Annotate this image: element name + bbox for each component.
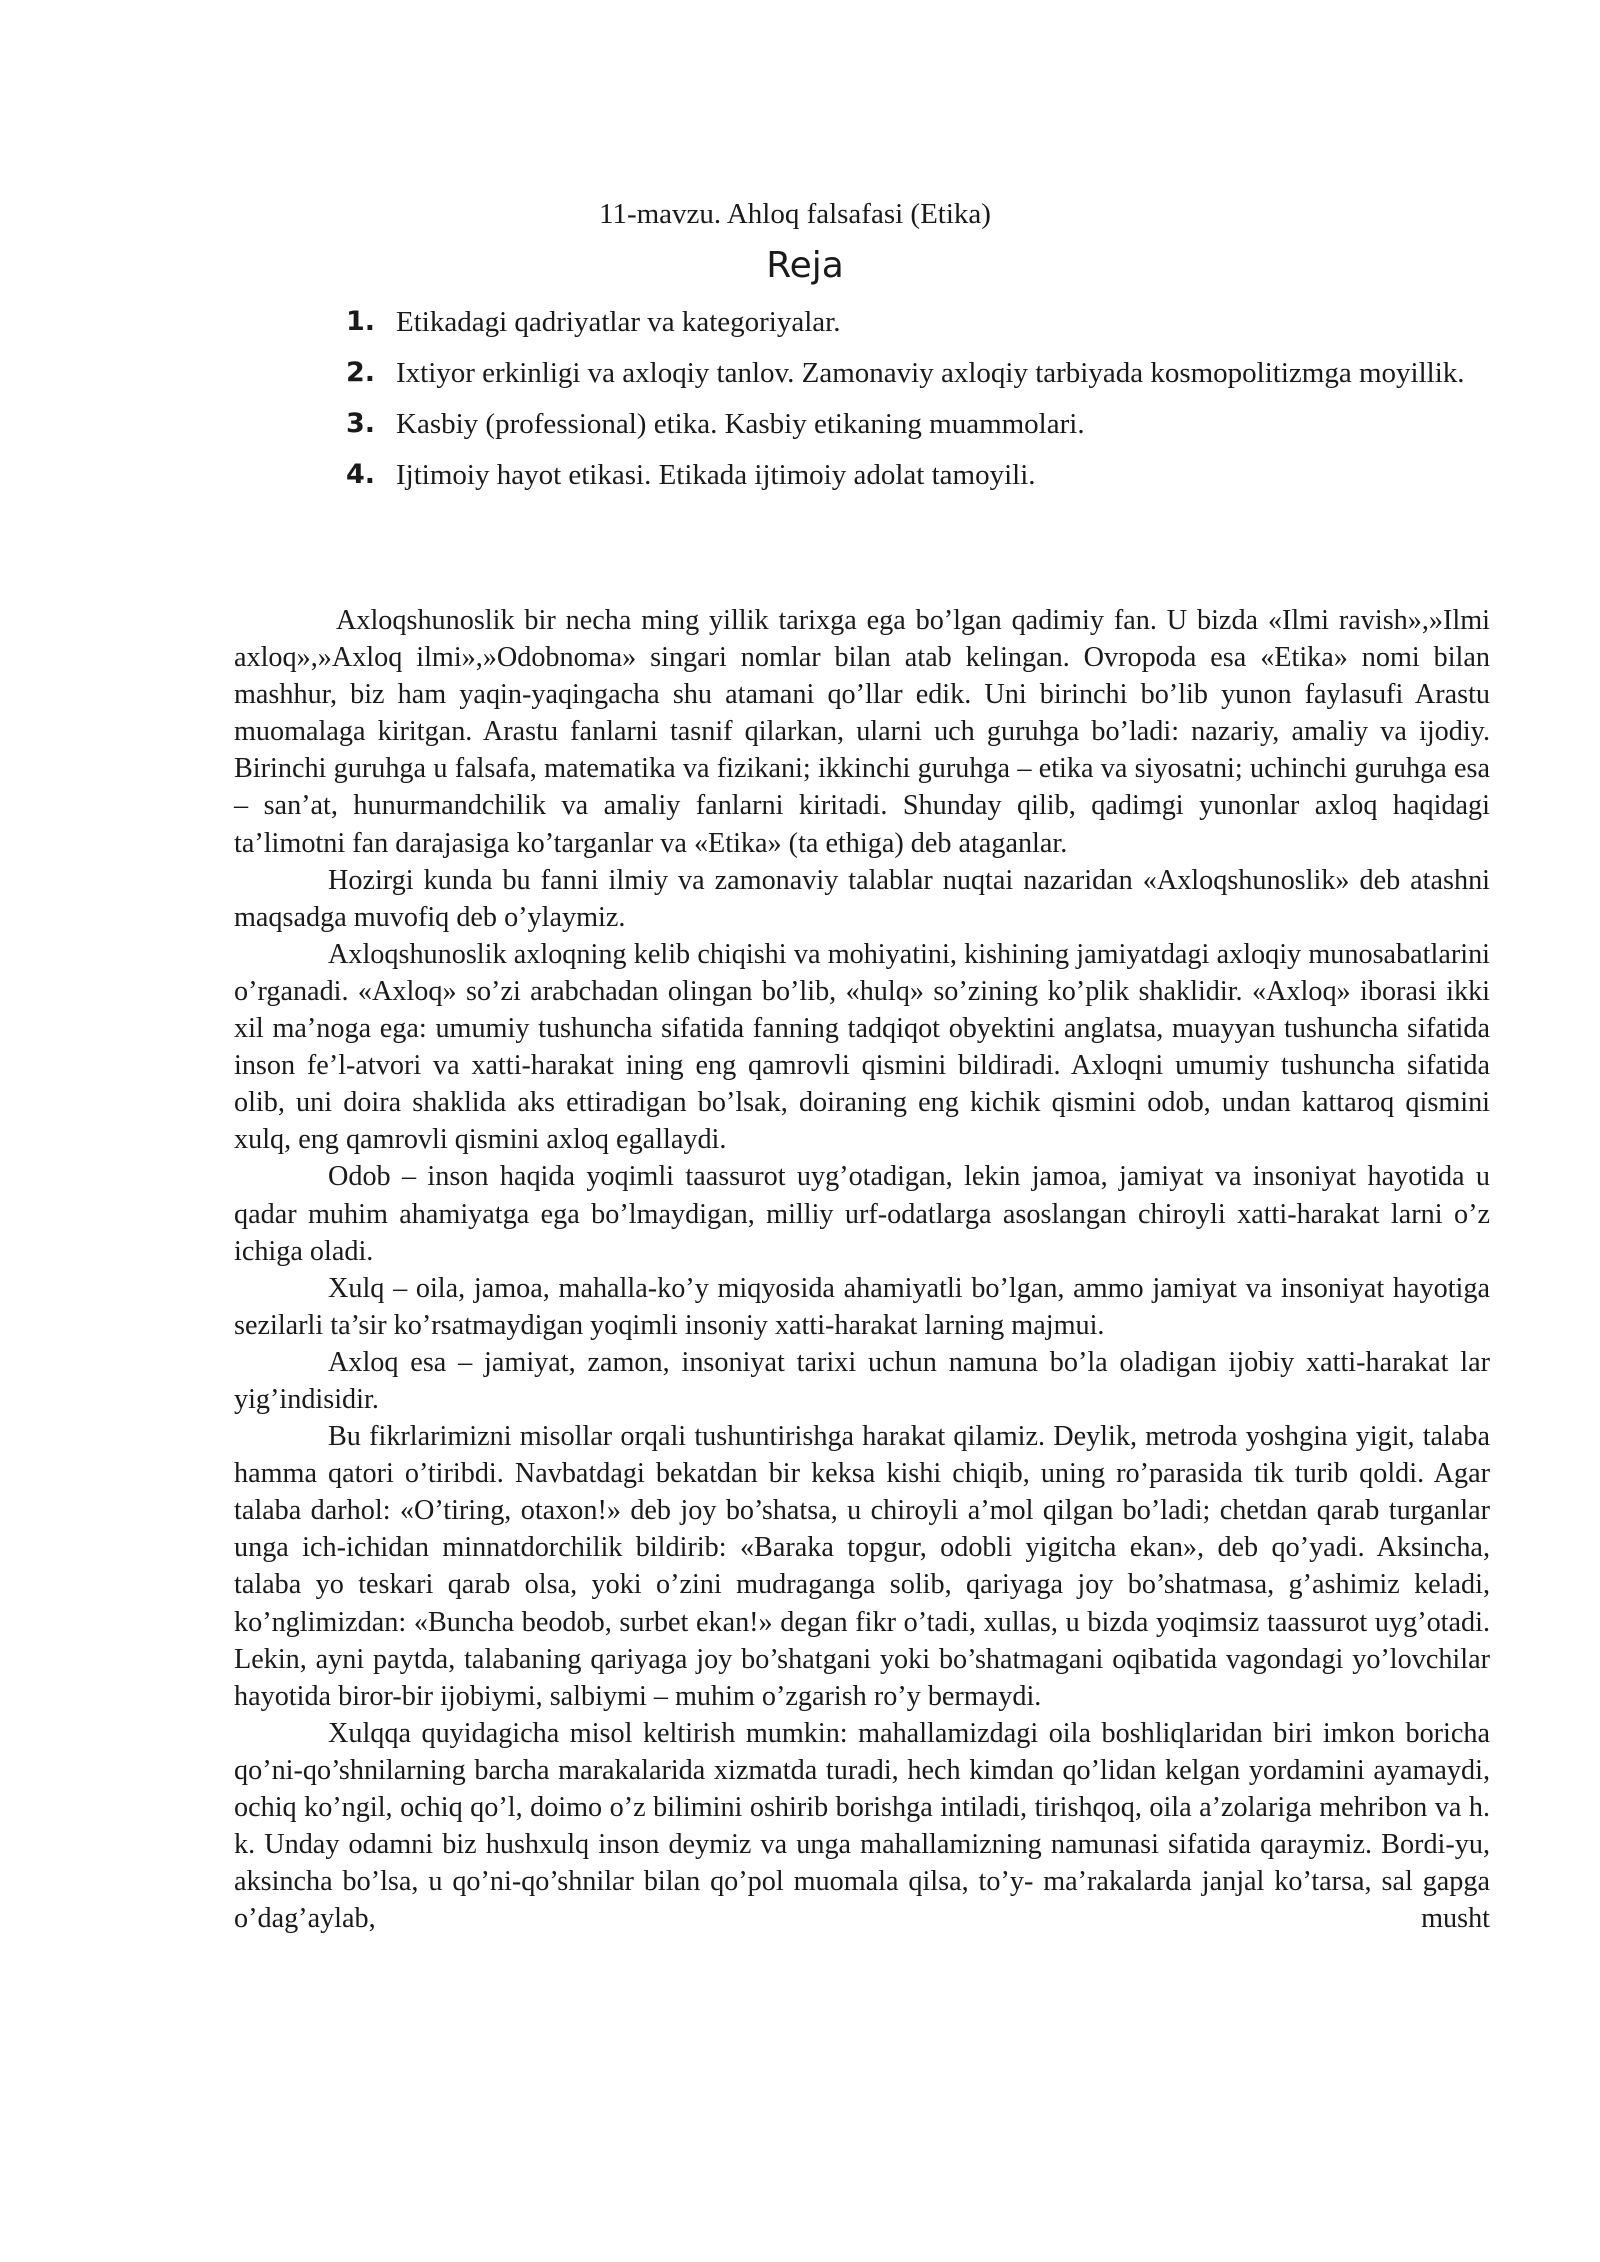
paragraph: Bu fikrlarimizni misollar orqali tushuntirishga harakat qilamiz. Deylik, metroda yoshgina yigit, talaba hamma qatori o’tiribdi. Navbatdagi bekatdan bir keksa kishi chiqib, uning ro’parasida tik turib qoldi. Agar talaba darhol: «O’tiring, otaxon!» deb joy bo’shatsa, u chiroyli a’mol qilgan bo’ladi; chetdan qarab turganlar unga ich-ichidan minnatdorchilik bildirib: «Baraka topgur, odobli yigitcha ekan», deb qo’yadi. Aksincha, talaba yo teskari qarab olsa, yoki o’zini mudraganga solib, qariyaga joy bo’shatmasa, g’ashimiz keladi, ko’nglimizdan: «Buncha beodob, surbet ekan!» degan fikr o’tadi, xullas, u bizda yoqimsiz taassurot uyg’otadi. Lekin, ayni paytda, talabaning qariyaga joy bo’shatgani yoki bo’shatmagani oqibatida vagondagi yo’lovchilar hayotida biror-bir ijobiymi, salbiymi – muhim o’zgarish ro’y bermaydi.: [234, 1421, 1490, 1712]
plan-item: [340, 300, 1490, 344]
plan-item-text: Etikadagi qadriyatlar va kategoriyalar.: [396, 306, 841, 338]
body-text: [234, 602, 1490, 1937]
plan-item: [340, 402, 1490, 446]
plan-item: [340, 351, 1490, 395]
plan-heading: [0, 244, 1600, 288]
topic-title: [0, 196, 1600, 232]
plan-item-number: 3.: [346, 408, 376, 439]
paragraph: Axloqshunoslik axloqning kelib chiqishi va mohiyatini, kishining jamiyatdagi axloqiy munosabatlarini o’rganadi. «Axloq» so’zi arabchadan olingan bo’lib, «hulq» so’zining ko’plik shaklidir. «Axloq» iborasi ikki xil ma’noga ega: umumiy tushuncha sifatida fanning tadqiqot obyektini anglatsa, muayyan tushuncha sifatida inson fe’l-atvori va xatti-harakat ining eng qamrovli qismini bildiradi. Axloqni umumiy tushuncha sifatida olib, uni doira shaklida aks ettiradigan bo’lsak, doiraning eng kichik qismini odob, undan kattaroq qismini xulq, eng qamrovli qismini axloq egallaydi.: [234, 938, 1490, 1156]
paragraph: Odob – inson haqida yoqimli taassurot uyg’otadigan, lekin jamoa, jamiyat va insoniyat hayotida u qadar muhim ahamiyatga ega bo’lmaydigan, milliy urf-odatlarga asoslangan chiroyli xatti-harakat larni o’z ichiga oladi.: [234, 1161, 1490, 1267]
plan-item-number: 4.: [346, 459, 376, 490]
plan-item-text: Ixtiyor erkinligi va axloqiy tanlov. Zamonaviy axloqiy tarbiyada kosmopolitizmga moyillik.: [396, 357, 1465, 389]
plan-heading-text: Reja: [766, 245, 844, 286]
plan-item-text: Kasbiy (professional) etika. Kasbiy etikaning muammolari.: [396, 408, 1085, 440]
topic-title-text: 11-mavzu. Ahloq falsafasi (Etika): [599, 198, 991, 230]
plan-item-number: 2.: [346, 357, 376, 388]
paragraph: Hozirgi kunda bu fanni ilmiy va zamonaviy talablar nuqtai nazaridan «Axloqshunoslik» deb atashni maqsadga muvofiq deb o’ylaymiz.: [234, 864, 1490, 933]
plan-item: [340, 453, 1490, 497]
paragraph: Axloq esa – jamiyat, zamon, insoniyat tarixi uchun namuna bo’la oladigan ijobiy xatti-harakat lar yig’indisidir.: [234, 1346, 1490, 1415]
paragraph: Axloqshunoslik bir necha ming yillik tarixga ega bo’lgan qadimiy fan. U bizda «Ilmi ravish»,»Ilmi axloq»,»Axloq ilmi»,»Odobnoma» singari nomlar bilan atab kelingan. Ovropoda esa «Etika» nomi bilan mashhur, biz ham yaqin-yaqingacha shu atamani qo’llar edik. Uni birinchi bo’lib yunon faylasufi Arastu muomalaga kiritgan. Arastu fanlarni tasnif qilarkan, ularni uch guruhga bo’ladi: nazariy, amaliy va ijodiy. Birinchi guruhga u falsafa, matematika va fizikani; ikkinchi guruhga – etika va siyosatni; uchinchi guruhga esa – san’at, hunurmandchilik va amaliy fanlarni kiritadi. Shunday qilib, qadimgi yunonlar axloq haqidagi ta’limotni fan darajasiga ko’targanlar va «Etika» (ta ethiga) deb ataganlar.: [234, 605, 1490, 859]
paragraph: Xulqqa quyidagicha misol keltirish mumkin: mahallamizdagi oila boshliqlaridan biri imkon boricha qo’ni-qo’shnilarning barcha marakalarida xizmatda turadi, hech kimdan qo’lidan kelgan yordamini ayamaydi, ochiq ko’ngil, ochiq qo’l, doimo o’z bilimini oshirib borishga intiladi, tirishqoq, oila a’zolariga mehribon va h. k. Unday odamni biz hushxulq inson deymiz va unga mahallamizning namunasi sifatida qaraymiz. Bordi-yu, aksincha bo’lsa, u qo’ni-qo’shnilar bilan qo’pol muomala qilsa, to’y- ma’rakalarda janjal ko’tarsa, sal gapga o’dag’aylab, musht: [234, 1717, 1490, 1935]
plan-item-number: 1.: [346, 306, 376, 337]
paragraph: Xulq – oila, jamoa, mahalla-ko’y miqyosida ahamiyatli bo’lgan, ammo jamiyat va insoniyat hayotiga sezilarli ta’sir ko’rsatmaydigan yoqimli insoniy xatti-harakat larning majmui.: [234, 1272, 1490, 1341]
plan-item-text: Ijtimoiy hayot etikasi. Etikada ijtimoiy adolat tamoyili.: [396, 459, 1036, 491]
plan-list: [340, 300, 1490, 504]
